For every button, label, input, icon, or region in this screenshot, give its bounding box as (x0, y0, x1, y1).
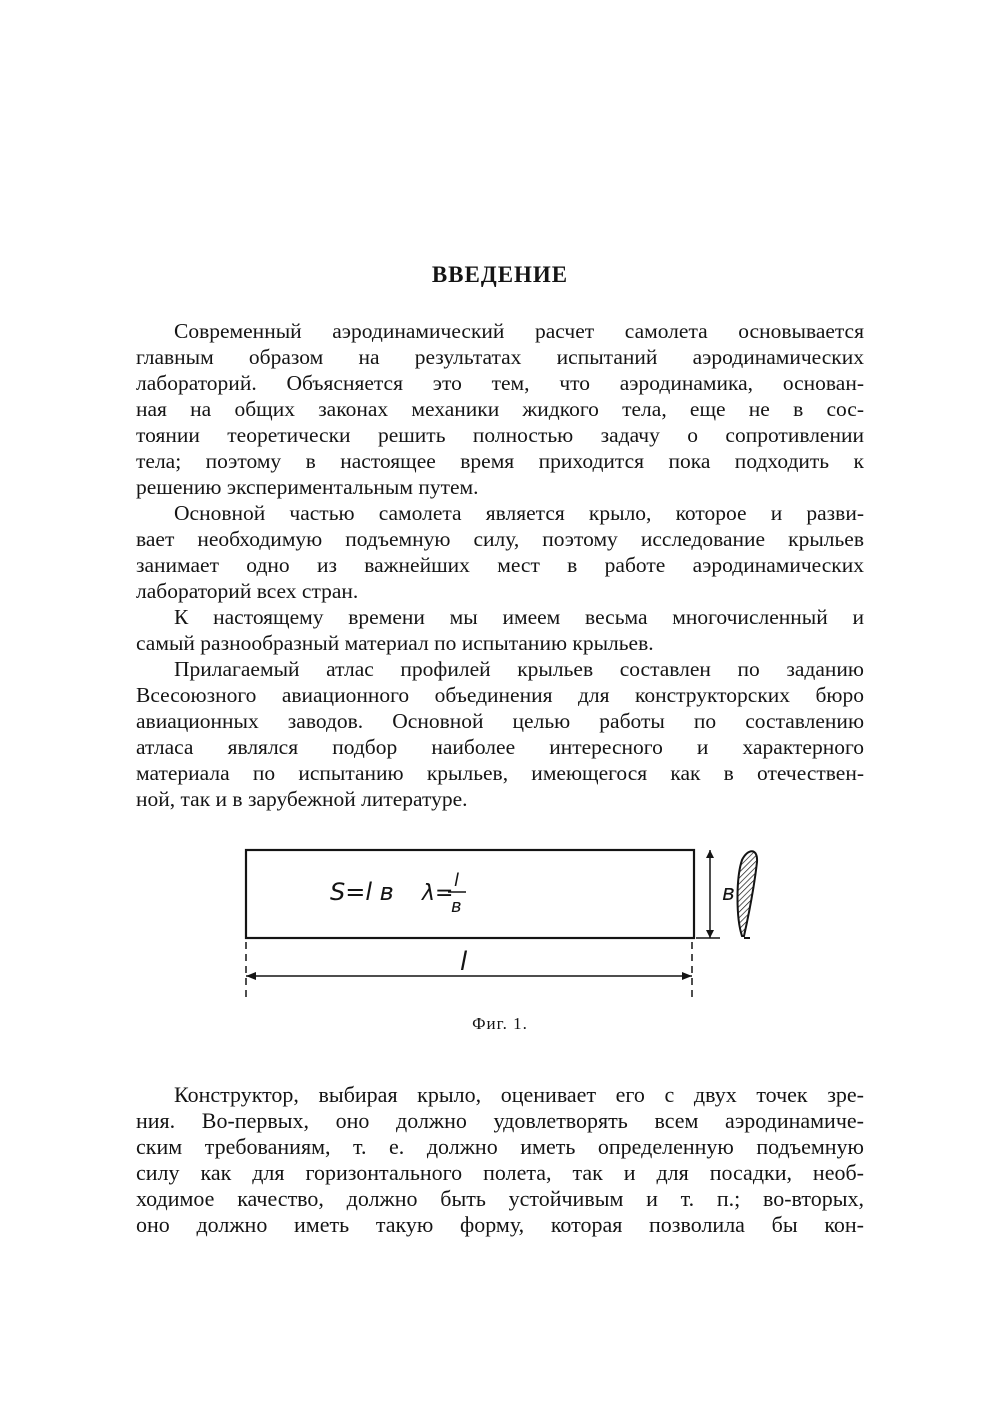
intro-text-top (136, 318, 864, 812)
chord-arrow-bottom (706, 930, 714, 938)
chord-arrow-top (706, 850, 714, 858)
airfoil-section-shape (738, 851, 758, 936)
figure-caption: Фиг. 1. (472, 1014, 528, 1033)
text-line: силу как для горизонтального полета, так и для посадки, необ- (136, 1160, 864, 1185)
intro-text-bottom (136, 1082, 864, 1238)
wing-planform-rect (246, 850, 694, 938)
text-line: занимает одно из важнейших мест в работе аэродинамических (136, 553, 864, 577)
span-label: l (460, 947, 468, 977)
text-line: авиационных заводов. Основной целью работы по составлению (136, 709, 864, 733)
aspect-ratio-formula: λ= (422, 881, 454, 906)
text-line: ния. Во-первых, оно должно удовлетворять всем аэродинамиче- (136, 1108, 864, 1133)
text-line: тела; поэтому в настоящее время приходится пока подходить к (136, 449, 864, 473)
text-line: лабораторий. Объясняется это тем, что аэродинамика, основан- (136, 371, 864, 395)
text-line: Прилагаемый атлас профилей крыльев составлен по заданию (174, 657, 864, 681)
text-line: вает необходимую подъемную силу, поэтому исследование крыльев (136, 527, 864, 551)
chord-label: в (722, 881, 735, 906)
span-arrow-left (246, 972, 256, 980)
text-line: главным образом на результатах испытаний аэродинамических (136, 345, 864, 369)
text-line: самый разнообразный материал по испытанию крыльев. (136, 631, 654, 655)
text-line: ским требованиям, т. е. должно иметь определенную подъемную (136, 1134, 864, 1159)
text-line: оно должно иметь такую форму, которая позволила бы кон- (136, 1212, 864, 1237)
page-title: ВВЕДЕНИЕ (431, 262, 569, 287)
aspect-ratio-numerator: l (454, 870, 460, 891)
text-line: материала по испытанию крыльев, имеющегося как в отечествен- (136, 761, 864, 785)
span-arrow-right (682, 972, 692, 980)
wing-diagram (230, 838, 790, 1008)
text-line: решению экспериментальным путем. (136, 475, 479, 499)
text-line: Основной частью самолета является крыло, которое и разви- (174, 501, 864, 525)
text-line: лабораторий всех стран. (136, 579, 359, 603)
text-line: ная на общих законах механики жидкого тела, еще не в сос- (136, 397, 864, 421)
wing-planform-figure (230, 838, 790, 1008)
aspect-ratio-denominator: в (451, 896, 462, 917)
text-line: ходимое качество, должно быть устойчивым и т. п.; во-вторых, (136, 1186, 864, 1211)
text-line: Всесоюзного авиационного объединения для конструкторских бюро (136, 683, 864, 707)
text-line: атласа являлся подбор наиболее интересного и характерного (136, 735, 864, 759)
text-line: тоянии теоретически решить полностью задачу о сопротивлении (136, 423, 864, 447)
text-line: К настоящему времени мы имеем весьма многочисленный и (174, 605, 864, 629)
area-formula: S=l в (330, 878, 394, 906)
text-line: ной, так и в зарубежной литературе. (136, 787, 468, 811)
text-line: Современный аэродинамический расчет самолета основывается (174, 319, 864, 343)
text-line: Конструктор, выбирая крыло, оценивает его с двух точек зре- (174, 1082, 864, 1107)
